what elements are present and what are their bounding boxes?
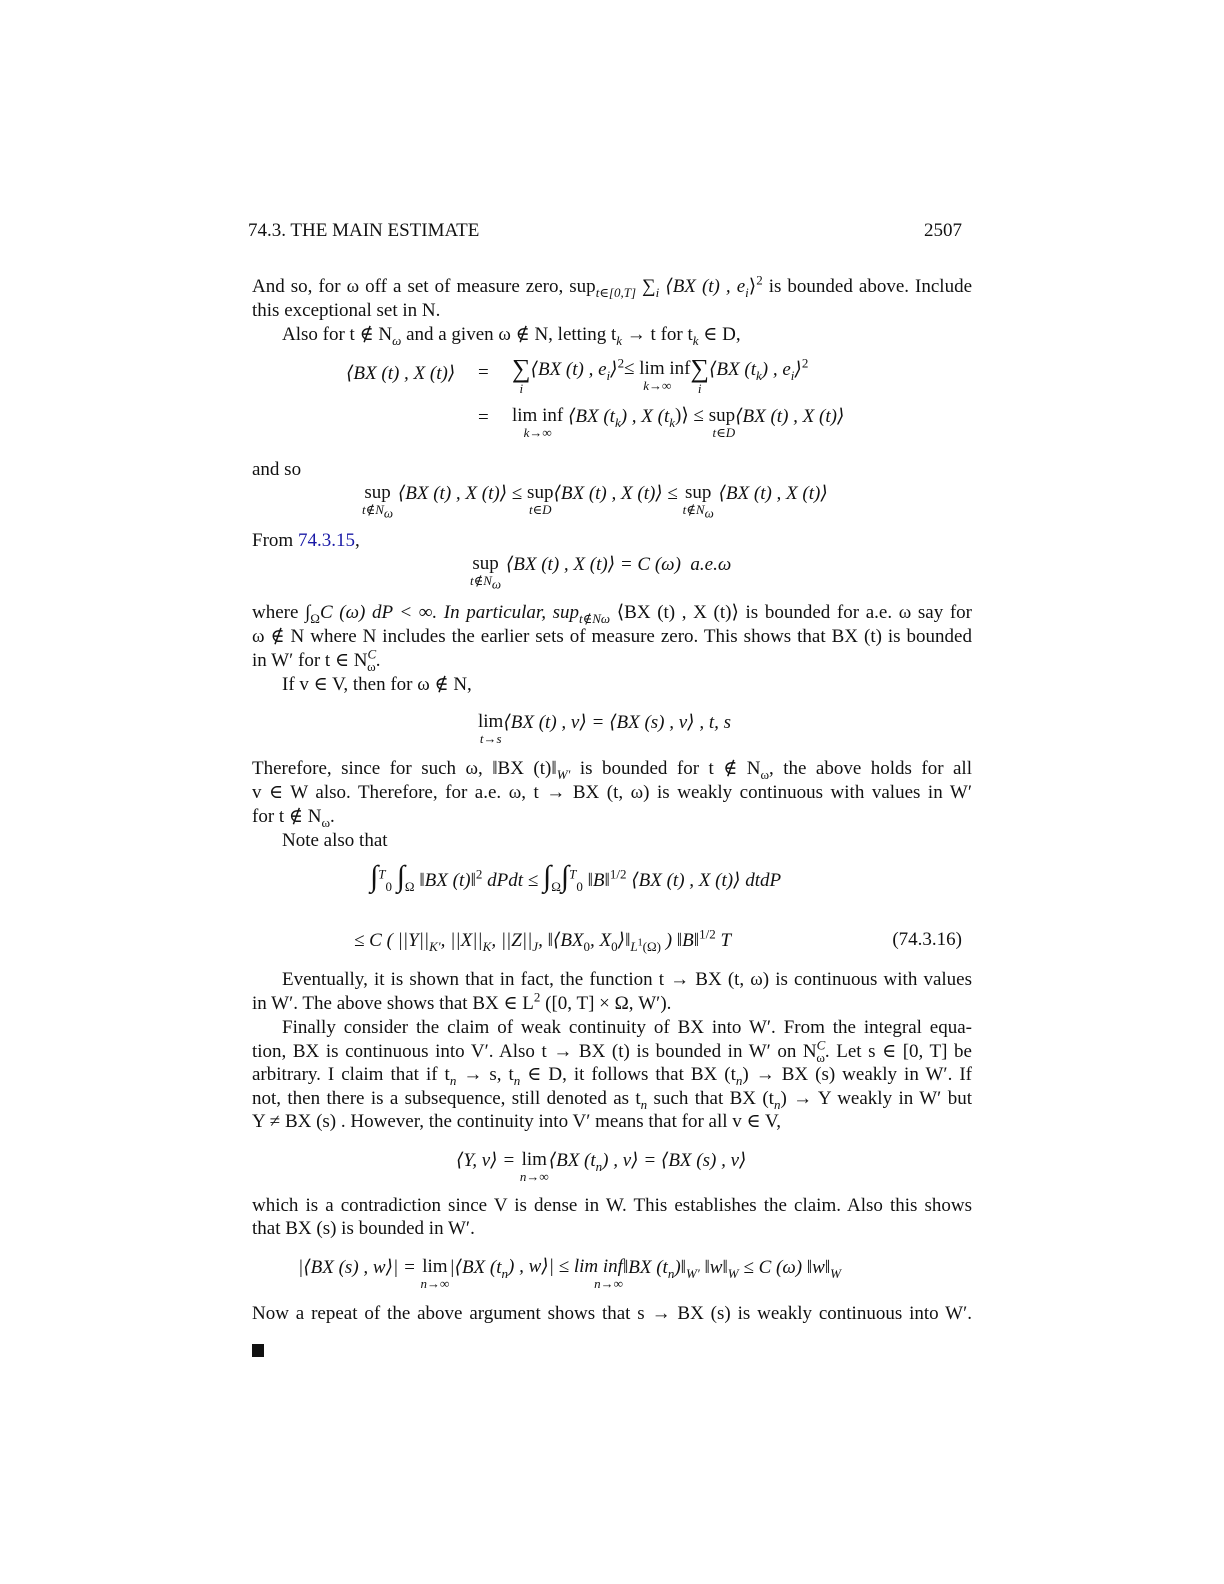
equation-ref-link[interactable]: 74.3.15 — [297, 530, 355, 551]
para8-line2: tion, BX is continuous into V′. Also t → BX (t) is bounded in W′ on $N^C_\omega$. Let s ∈ [0, T] be — [252, 1037, 972, 1065]
para8-line1: Finally consider the claim of weak continuity of BX into W′. From the integral equa- — [282, 1017, 972, 1038]
para6-line1: Note also that — [282, 830, 388, 851]
page-number: 2507 — [924, 220, 962, 241]
eq6: ⟨Y, v⟩ = lim n→∞ ⟨BX $(t_n)$ , v⟩ = ⟨BX (s) , v⟩ — [456, 1149, 747, 1184]
para9-line1: which is a contradiction since V is dense in W. This establishes the claim. Also this shows — [252, 1195, 972, 1216]
para3-line3: in W′ for t ∈ $N^C_\omega$. — [252, 646, 381, 674]
equation-number: (74.3.16) — [892, 929, 962, 950]
eq1-row2: lim inf k→∞ ⟨BX $(t_k)$ , X $(t_k)⟩$ ≤ sup t∈D ⟨BX (t) , X (t)⟩ — [512, 405, 845, 440]
eq1-row1: ∑ i ⟨BX (t) , $e_i⟩^2\le \lim$ inf k→∞ ∑ i ⟨BX $(t_k)$ , $e_i⟩^2$ — [512, 354, 809, 396]
from-line: From 74.3.15, — [252, 530, 360, 551]
eq3: sup $t\notin N_\omega$ ⟨BX (t) , X (t)⟩ = C (ω) a.e.ω — [470, 553, 732, 592]
eq4: lim t→s ⟨BX (t) , v⟩ = ⟨BX (s) , v⟩ , t, s — [478, 711, 732, 746]
eq1-equals-1: = — [478, 362, 489, 383]
para1-line1: And so, for ω off a set of measure zero, sup$_{t\in[0,T]}$ $\sum_i$ ⟨BX (t) , $e_i⟩^2$ is bounded above. Include — [252, 272, 973, 300]
eq2: sup $t\notin N_\omega$ ⟨BX (t) , X (t)⟩ ≤ sup t∈D ⟨BX (t) , X (t)⟩ ≤ sup $t\notin N_\omega$ ⟨BX (t) , X (t)⟩ — [362, 482, 828, 521]
para1-line2: this exceptional set in N. — [252, 300, 441, 321]
para3-line2: ω ∉ N where N includes the earlier sets of measure zero. This shows that BX (t) is bounded — [252, 626, 972, 647]
qed-symbol — [252, 1344, 264, 1357]
para5-line2: v ∈ W also. Therefore, for a.e. ω, t → BX (t, ω) is weakly continuous with values in W′ — [252, 782, 972, 803]
running-header — [248, 220, 479, 242]
para9-line2: that BX (s) is bounded in W′. — [252, 1218, 475, 1239]
section-title: 74.3. THE MAIN ESTIMATE — [248, 220, 480, 241]
para7-line1: Eventually, it is shown that in fact, the function t → BX (t, ω) is continuous with values — [282, 969, 972, 990]
para2-line1: Also for t ∉ $N_\omega$ and a given ω ∉ N, letting $t_k \to t$ for $t_k$ ∈ D, — [282, 324, 741, 348]
eq1-lhs: ⟨BX (t) , X (t)⟩ — [346, 363, 456, 384]
para8-line5: Y ≠ BX (s) . However, the continuity into V′ means that for all v ∈ V, — [252, 1111, 782, 1132]
para5-line3: for t ∉ $N_\omega$. — [252, 806, 335, 830]
para5-line1: Therefore, since for such ω, ‖BX $(t)‖_{W'}$ is bounded for t ∉ $N_\omega$, the above holds for all — [252, 758, 972, 782]
and-so-text: and so — [252, 459, 302, 480]
para3-line1: where $\int_\Omega C$ (ω) dP < ∞. In particular, sup$_{t\notin N\omega}$ ⟨BX (t) , X (t)⟩ is bounded for a.e. ω say for — [252, 602, 972, 626]
para10-line1: Now a repeat of the above argument shows that s → BX (s) is weakly continuous into W′. — [252, 1303, 972, 1324]
para4-line1: If v ∈ V, then for ω ∉ N, — [282, 674, 472, 695]
para8-line3: arbitrary. I claim that if $t_n \to s$, $t_n$ ∈ D, it follows that BX $(t_n)$ → BX (s) weakly in W′. If — [252, 1064, 972, 1088]
para8-line4: not, then there is a subsequence, still denoted as $t_n$ such that BX $(t_n) \to Y$ weakly in W′ but — [252, 1088, 972, 1112]
eq1-equals-2: = — [478, 407, 489, 428]
eq5-row2: ≤ C ( $||Y||_{K'}$, $||X||_K$, $||Z||_J$, $‖⟨BX_0$, $X_0⟩‖_{L^1(\Omega)}$ ) ‖B‖$^{1/2}$ T — [354, 926, 732, 954]
eq7: |⟨BX (s) , w⟩| = lim n→∞ |⟨BX $(t_n)$ , w⟩| ≤ lim inf n→∞ ‖BX $(t_n)‖_{W'}$ $‖w‖_W \le C$ (ω) $‖w‖_W$ — [298, 1256, 841, 1291]
para7-line2: in W′. The above shows that BX ∈ $L^2$ ([0, T] × Ω, W′). — [252, 989, 672, 1014]
eq5-row1: ∫$^T_0$ $\int_\Omega$ ‖BX (t)‖$^2$ dPdt ≤ $\int_\Omega\int^T_0$ ‖B‖$^{1/2}$ ⟨BX (t) , X (t)⟩ dtdP — [370, 860, 782, 894]
